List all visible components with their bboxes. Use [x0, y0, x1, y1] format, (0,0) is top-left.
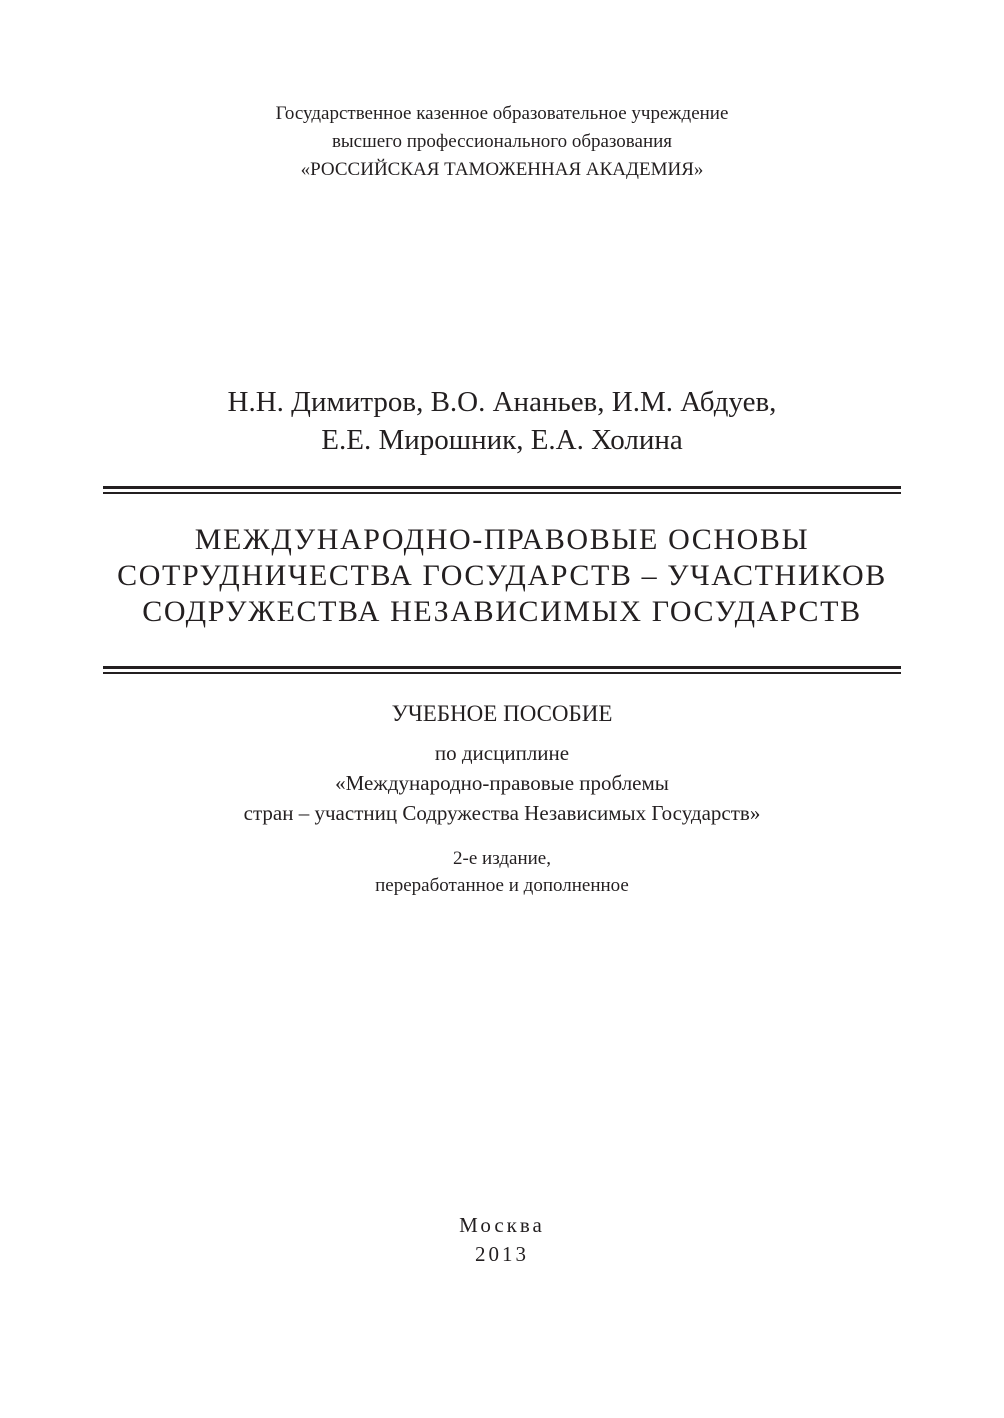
authors-line-2: Е.Е. Мирошник, Е.А. Холина [321, 424, 683, 456]
discipline [0, 738, 1004, 828]
edition [0, 845, 1004, 899]
institution-line-2: высшего профессионального образования [331, 131, 673, 152]
institution-header [0, 100, 1004, 184]
discipline-line-3: стран – участниц Содружества Независимых Государств» [243, 801, 761, 825]
authors-line-1: Н.Н. Димитров, В.О. Ананьев, И.М. Абдуев, [227, 386, 777, 418]
book-title [0, 522, 1004, 630]
discipline-line-2: «Международно-правовые проблемы [335, 771, 669, 795]
divider-top [103, 486, 901, 495]
authors [0, 383, 1004, 459]
imprint-year: 2013 [475, 1242, 529, 1266]
document-type: УЧЕБНОЕ ПОСОБИЕ [391, 701, 613, 726]
discipline-line-1: по дисциплине [434, 741, 570, 765]
edition-line-1: 2-е издание, [453, 848, 551, 869]
institution-line-1: Государственное казенное образовательное учреждение [275, 103, 729, 124]
imprint-city: Москва [459, 1213, 545, 1237]
institution-name: «РОССИЙСКАЯ ТАМОЖЕННАЯ АКАДЕМИЯ» [300, 159, 704, 180]
edition-line-2: переработанное и дополненное [375, 875, 629, 896]
title-line-2: СОТРУДНИЧЕСТВА ГОСУДАРСТВ – УЧАСТНИКОВ [117, 559, 887, 592]
title-line-1: МЕЖДУНАРОДНО-ПРАВОВЫЕ ОСНОВЫ [194, 523, 810, 556]
divider-bottom [103, 666, 901, 675]
title-line-3: СОДРУЖЕСТВА НЕЗАВИСИМЫХ ГОСУДАРСТВ [142, 595, 862, 628]
